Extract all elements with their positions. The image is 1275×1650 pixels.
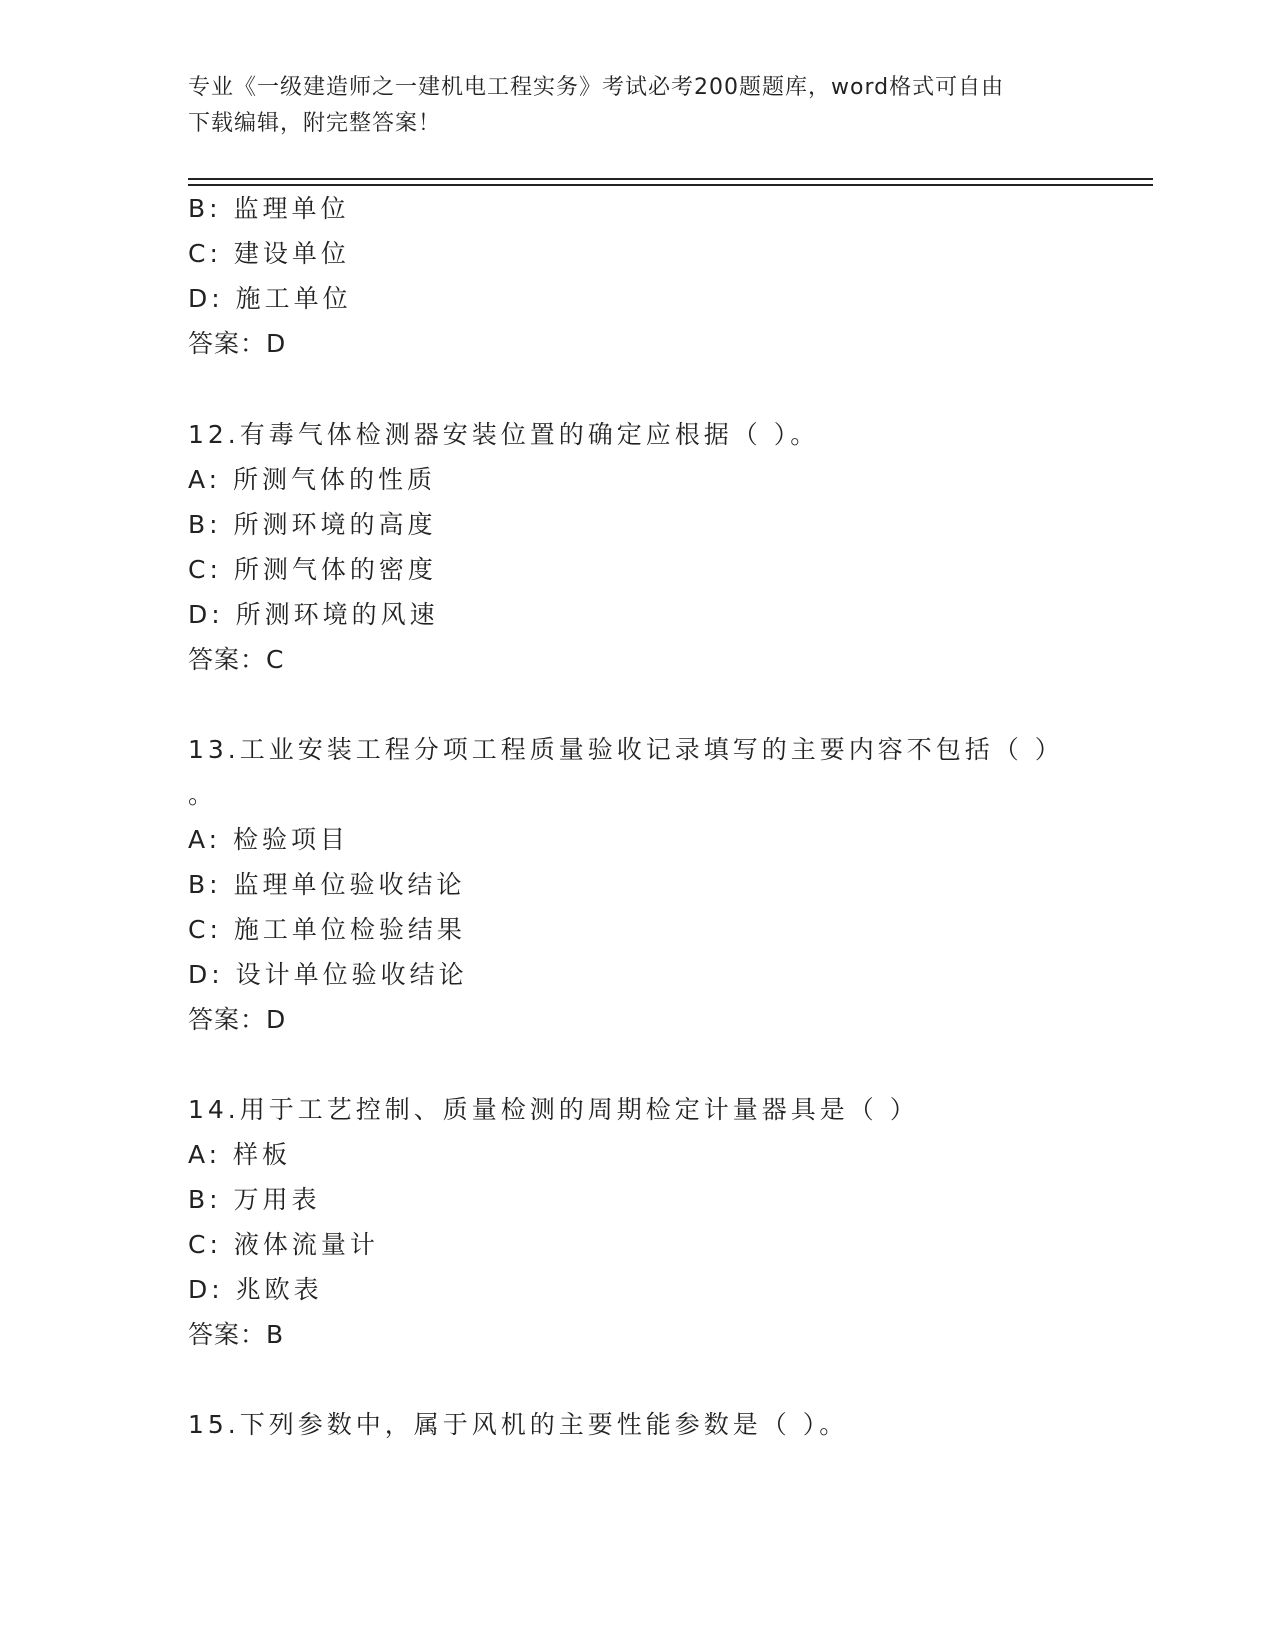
option-d: D: 设计单位验收结论: [188, 960, 468, 989]
question-text: 13.工业安装工程分项工程质量验收记录填写的主要内容不包括（ ）: [188, 735, 1064, 764]
option-b: B: 万用表: [188, 1185, 321, 1214]
option-c: C: 施工单位检验结果: [188, 915, 466, 944]
header-line-1: 专业《一级建造师之一建机电工程实务》考试必考200题题库，word格式可自由: [188, 75, 1005, 100]
question-text: 15.下列参数中，属于风机的主要性能参数是（ ）。: [188, 1410, 849, 1439]
question-text: 12.有毒气体检测器安装位置的确定应根据（ ）。: [188, 420, 820, 449]
option-a: A: 所测气体的性质: [188, 465, 437, 494]
option-c: C: 液体流量计: [188, 1230, 379, 1259]
option-b: B: 监理单位验收结论: [188, 870, 466, 899]
option-d: D: 施工单位: [188, 284, 352, 313]
document-header: [188, 70, 1068, 142]
option-d: D: 所测环境的风速: [188, 600, 439, 629]
option-b: B: 监理单位: [188, 194, 350, 223]
option-c: C: 所测气体的密度: [188, 555, 437, 584]
answer-line: 答案：D: [188, 1005, 287, 1034]
question-text-continuation: 。: [188, 780, 218, 809]
option-a: A: 检验项目: [188, 825, 350, 854]
answer-line: 答案：B: [188, 1320, 285, 1349]
answer-line: 答案：C: [188, 645, 285, 674]
option-a: A: 样板: [188, 1140, 292, 1169]
question-text: 14.用于工艺控制、质量检测的周期检定计量器具是（ ）: [188, 1095, 919, 1124]
header-line-2: 下载编辑，附完整答案！: [188, 111, 442, 136]
header-divider-top: [188, 178, 1153, 180]
header-divider-bottom: [188, 184, 1153, 186]
option-d: D: 兆欧表: [188, 1275, 323, 1304]
option-c: C: 建设单位: [188, 239, 350, 268]
option-b: B: 所测环境的高度: [188, 510, 437, 539]
answer-line: 答案：D: [188, 329, 287, 358]
